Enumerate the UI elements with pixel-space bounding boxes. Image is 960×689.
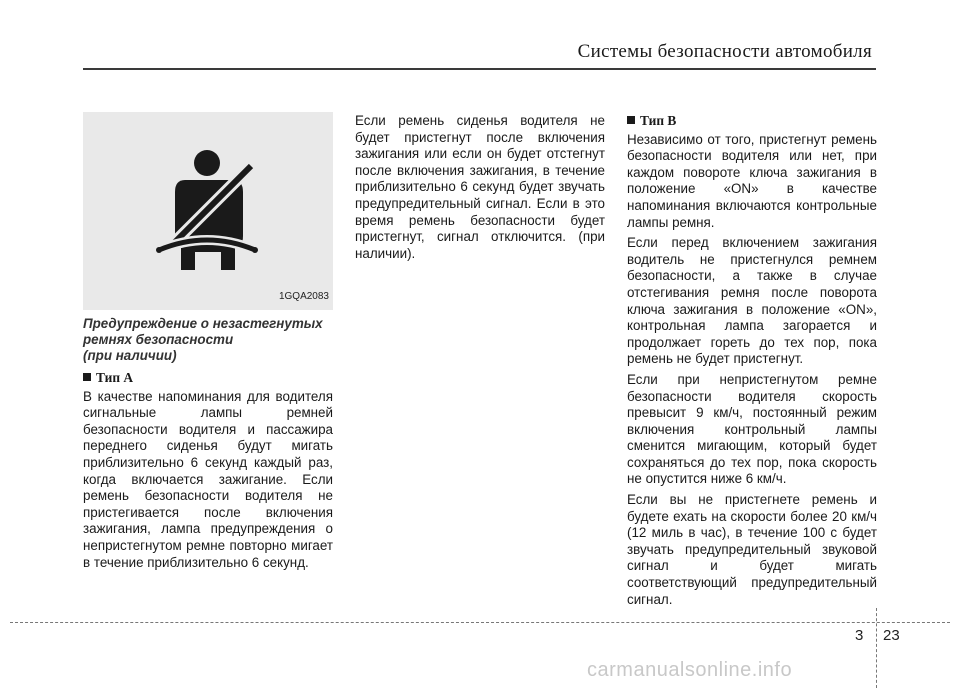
- square-bullet-icon: [83, 373, 91, 381]
- page-number-divider: [876, 608, 877, 688]
- warning-chime-paragraph: Если ремень сиденья водителя не будет пристегнут после включения зажигания или если он будет отстегнут после включения зажигания, в течение приблизительно 6 секунд будет звучать предупредительный сигнал. Если в это время ремень безопасности будет пристегнут, сигнал отключится. (при наличии).: [355, 113, 605, 261]
- type-b-paragraph-2: Если перед включением зажигания водитель не пристегнулся ремнем безопасности, а также в случае отстегивания ремня после поворота ключа зажигания в положение «ON», контрольная лампа загорается и продолжает гореть до тех пор, пока ремень не будет пристегнут.: [627, 235, 877, 367]
- figure-code: 1GQA2083: [278, 291, 329, 303]
- page-number: 23: [883, 627, 900, 644]
- type-a-paragraph: В качестве напоминания для водителя сигнальные лампы ремней безопасности водителя и пассажира переднего сиденья будут мигать приблизительно 6 секунд каждый раз, когда включается зажигание. Если ремень безопасности водителя не пристегивается после включения зажигания, лампа предупреждения о непристегнутом ремне повторно мигает в течение приблизительно 6 секунд.: [83, 388, 333, 570]
- seatbelt-figure: [83, 112, 333, 310]
- figure-caption: [83, 316, 333, 364]
- caption-line: (при наличии): [83, 348, 177, 363]
- type-b-label: Тип B: [640, 113, 677, 128]
- column-left: [83, 112, 333, 575]
- type-b-heading: [627, 113, 877, 130]
- type-b-paragraph-3: Если при непристегнутом ремне безопасности водителя скорость превысит 9 км/ч, постоянный режим включения контрольный лампы сменится мигающим, который будет сохраняться до тех пор, пока скорость не опустится ниже 6 км/ч.: [627, 371, 877, 487]
- type-a-label: Тип A: [96, 370, 134, 385]
- type-a-heading: [83, 370, 333, 387]
- page-header-title: Системы безопасности автомобиля: [577, 41, 872, 62]
- caption-line: Предупреждение о незастегнутых: [83, 316, 323, 331]
- column-middle: [355, 113, 605, 266]
- square-bullet-icon: [627, 116, 635, 124]
- chapter-number: 3: [855, 627, 864, 644]
- type-b-paragraph-1: Независимо от того, пристегнут ремень безопасности водителя или нет, при каждом повороте ключа зажигания в положение «ON» в качестве напоминания включаются контрольные лампы ремня.: [627, 131, 877, 230]
- type-b-paragraph-4: Если вы не пристегнете ремень и будете ехать на скорости более 20 км/ч (12 миль в час), в течение 100 с будет звучать предупредительный звуковой сигнал и будет мигать соответствующий предупредительный сигнал.: [627, 492, 877, 607]
- watermark: carmanualsonline.info: [587, 659, 793, 681]
- caption-line: ремнях безопасности: [83, 332, 234, 347]
- seatbelt-warning-icon: [151, 148, 266, 273]
- footer-rule: [10, 622, 950, 623]
- header-rule: [83, 68, 876, 70]
- column-right: [627, 113, 877, 612]
